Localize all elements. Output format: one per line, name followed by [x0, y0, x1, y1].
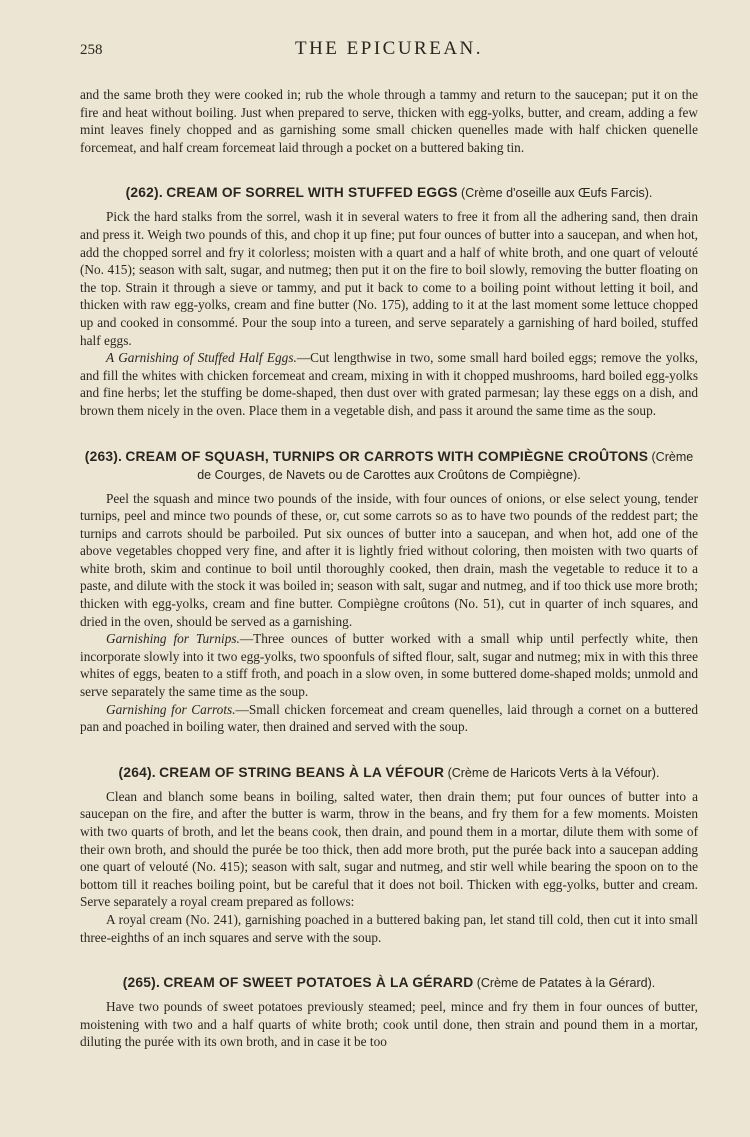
garnish-title: A Garnishing of Stuffed Half Eggs.: [106, 350, 297, 366]
recipe-heading: [80, 764, 698, 782]
garnish-body: —Small chicken forcemeat and cream quenelles, laid through a cornet on a buttered pan and poached in boiling water, then drained and served with the soup.: [80, 701, 698, 735]
recipe-title: CREAM OF SWEET POTATOES À LA GÉRARD: [163, 975, 474, 991]
recipe-french-title: (Crème de Patates à la Gérard).: [476, 976, 656, 991]
page-header: [80, 38, 698, 70]
garnish-paragraph: [80, 630, 698, 700]
garnish-body: —Cut lengthwise in two, some small hard boiled eggs; remove the yolks, and fill the whites with chicken forcemeat and cream, mixing in with it chopped mushrooms, hard boiled egg-yolks and fine herbs; let the stuffing be dome-shaped, then dust over with grated parmesan; lay these eggs on a dish, and brown them nicely in the oven. Place them in a vegetable dish, and pass it around the same time as the soup.: [80, 350, 699, 418]
recipe-number: (262).: [125, 185, 163, 201]
recipe-body: Have two pounds of sweet potatoes previously steamed; peel, mince and fry them in four ounces of butter, moistening with two and a half quarts of white broth; cook until done, then strain and pound them in a mortar, diluting the purée with its own broth, and in case it be too: [80, 999, 698, 1050]
recipe-264: [80, 764, 698, 946]
garnish-paragraph: [80, 349, 698, 419]
recipe-263: [80, 448, 698, 736]
recipe-heading: [80, 184, 698, 202]
recipe-french-title: (Crème d'oseille aux Œufs Farcis).: [461, 186, 653, 201]
recipe-262: [80, 184, 698, 419]
recipe-french-title: (Crème de Haricots Verts à la Véfour).: [447, 765, 660, 780]
recipe-number: (264).: [118, 764, 156, 780]
recipe-body: Peel the squash and mince two pounds of the inside, with four ounces of onions, or else select young, tender turnips, peel and mince two pounds of these, or, cut some carrots so as to have two pounds of the reddest part; the turnips and carrots should be parboiled. Put six ounces of butter into a saucepan, and when hot, add one of the above vegetables chopped very fine, and after it is lightly fried without coloring, then moisten with two quarts of white broth, skim and continue to boil until thoroughly cooked, then drain, mash the vegetable to reduce it to a paste, and dilute with the stock it was boiled in; season with salt, sugar and nutmeg, and if too thick use more broth; thicken with egg-yolks, cream and fine butter. Compiègne croûtons (No. 51), cut in quarter of inch squares, and dried in the oven, should be served as a garnishing.: [80, 490, 698, 629]
recipe-number: (263).: [84, 448, 123, 464]
recipe-french-title: (Crème de Courges, de Navets ou de Carottes aux Croûtons de Compiègne).: [197, 449, 694, 482]
recipe-heading: [80, 974, 698, 992]
recipe-title: CREAM OF STRING BEANS À LA VÉFOUR: [159, 764, 445, 780]
recipe-title: CREAM OF SQUASH, TURNIPS OR CARROTS WITH COMPIÈGNE CROÛTONS: [125, 448, 649, 464]
running-title: THE EPICUREAN.: [294, 38, 484, 59]
intro-paragraph: and the same broth they were cooked in; rub the whole through a tammy and return to the saucepan; put it on the fire and heat without boiling. Just when prepared to serve, thicken with egg-yolks, butter, and cream, adding a few mint leaves finely chopped and as garnishing some small chicken quenelles made with half chicken quenelle forcemeat, and half cream forcemeat laid through a pocket on a buttered baking tin.: [80, 87, 698, 155]
garnish-body: —Three ounces of butter worked with a small whip until perfectly white, then incorporate slowly into it two egg-yolks, two spoonfuls of sifted flour, salt, sugar and nutmeg; mix in with this three whites of eggs, beaten to a stiff froth, and poach in a slow oven, in some buttered dome-shaped molds; unmold and serve separately the same time as the soup.: [80, 631, 698, 700]
garnish-paragraph: [80, 701, 698, 736]
garnish-title: Garnishing for Carrots.: [106, 701, 236, 717]
recipe-extra: A royal cream (No. 241), garnishing poached in a buttered baking pan, let stand till cold, then cut it into small three-eighths of an inch squares and serve with the soup.: [80, 911, 698, 945]
recipe-number: (265).: [122, 975, 160, 991]
garnish-title: Garnishing for Turnips.: [106, 631, 240, 647]
page-number: 258: [80, 42, 103, 58]
recipe-body: Clean and blanch some beans in boiling, salted water, then drain them; put four ounces of butter into a saucepan on the fire, and after the butter is warm, throw in the beans, and fry them for a few moments. Moisten with two quarts of broth, and let the beans cook, then drain, and pound them in a mortar, dilute them with some of their own broth, and should the purée be too thick, then add more broth, put the purée back into a saucepan adding one quart of velouté (No. 415); season with salt, sugar and nutmeg, and stir well while bearing the spoon on to the bottom till it reaches boiling point, but be careful that it does not boil. Thicken with egg-yolks, butter and cream. Serve separately a royal cream prepared as follows:: [80, 788, 698, 910]
recipe-body: Pick the hard stalks from the sorrel, wash it in several waters to free it from all the adhering sand, then drain and press it. Weigh two pounds of this, and chop it up fine; put four ounces of butter into a saucepan, and when hot, add the chopped sorrel and fry it colorless; moisten with a quart and a half of white broth, and one quart of velouté (No. 415); season with salt, sugar, and nutmeg; then put it on the fire to boil slowly, removing the butter floating on the top. Strain it through a sieve or tammy, and put it back to come to a boiling point without letting it boil, and thicken with raw egg-yolks, cream and fine butter (No. 175), adding to it at the last moment some lettuce chopped up and cooked in consommé. Pour the soup into a tureen, and serve separately a garnishing of hard boiled, stuffed half eggs.: [80, 209, 698, 348]
recipe-title: CREAM OF SORREL WITH STUFFED EGGS: [166, 185, 458, 201]
recipe-265: [80, 974, 698, 1051]
recipe-heading: [80, 448, 698, 484]
